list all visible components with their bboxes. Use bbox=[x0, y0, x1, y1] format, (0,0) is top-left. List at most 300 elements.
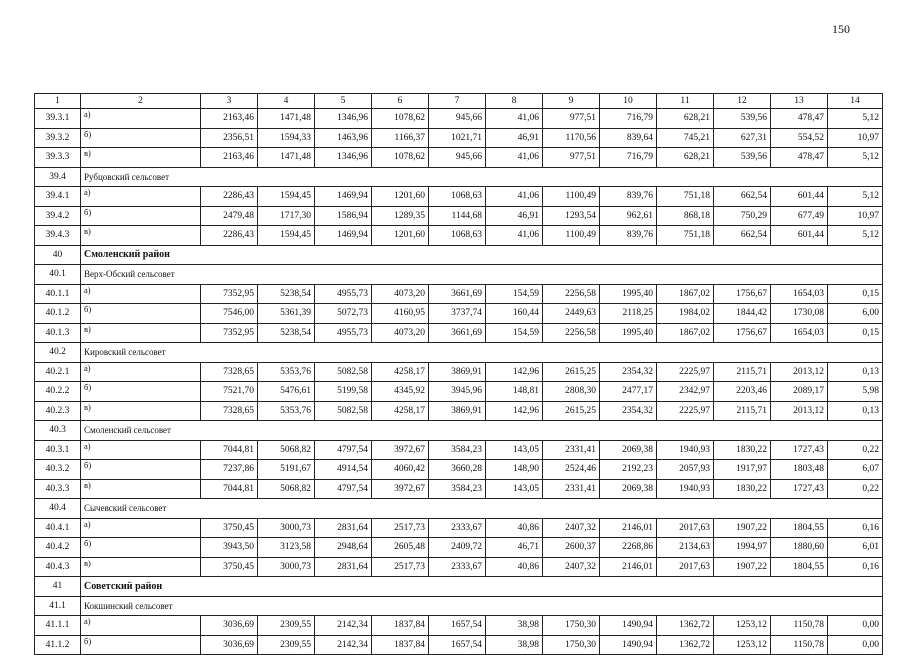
value-cell: 945,66 bbox=[429, 109, 486, 129]
value-cell: 0,13 bbox=[828, 401, 883, 421]
value-cell: 2146,01 bbox=[600, 518, 657, 538]
value-cell: 0,22 bbox=[828, 479, 883, 499]
row-code: 40.2 bbox=[35, 343, 81, 363]
value-cell: 3123,58 bbox=[258, 538, 315, 558]
value-cell: 2354,32 bbox=[600, 401, 657, 421]
value-cell: 1727,43 bbox=[771, 440, 828, 460]
value-cell: 1201,60 bbox=[372, 187, 429, 207]
value-cell: 1201,60 bbox=[372, 226, 429, 246]
value-cell: 5191,67 bbox=[258, 460, 315, 480]
value-cell: 4955,73 bbox=[315, 323, 372, 343]
value-cell: 1586,94 bbox=[315, 206, 372, 226]
settlement-heading-row bbox=[35, 167, 883, 187]
value-cell: 3737,74 bbox=[429, 304, 486, 324]
value-cell: 2831,64 bbox=[315, 518, 372, 538]
value-cell: 1078,62 bbox=[372, 148, 429, 168]
row-code: 39.3.2 bbox=[35, 128, 81, 148]
settlement-name: Рубцовский сельсовет bbox=[81, 167, 883, 187]
column-header: 3 bbox=[201, 94, 258, 109]
value-cell: 5082,58 bbox=[315, 401, 372, 421]
value-cell: 2013,12 bbox=[771, 401, 828, 421]
value-cell: 5068,82 bbox=[258, 479, 315, 499]
row-code: 40.4.1 bbox=[35, 518, 81, 538]
column-header: 10 bbox=[600, 94, 657, 109]
value-cell: 7328,65 bbox=[201, 401, 258, 421]
value-cell: 3584,23 bbox=[429, 479, 486, 499]
settlement-name: Кировский сельсовет bbox=[81, 343, 883, 363]
settlement-heading-row bbox=[35, 596, 883, 616]
settlement-name: Сычевский сельсовет bbox=[81, 499, 883, 519]
value-cell: 662,54 bbox=[714, 187, 771, 207]
row-subitem-label: б) bbox=[81, 635, 201, 655]
value-cell: 601,44 bbox=[771, 187, 828, 207]
value-cell: 2831,64 bbox=[315, 557, 372, 577]
value-cell: 5072,73 bbox=[315, 304, 372, 324]
value-cell: 3750,45 bbox=[201, 557, 258, 577]
value-cell: 5353,76 bbox=[258, 362, 315, 382]
value-cell: 601,44 bbox=[771, 226, 828, 246]
value-cell: 2142,34 bbox=[315, 616, 372, 636]
value-cell: 1756,67 bbox=[714, 284, 771, 304]
value-cell: 40,86 bbox=[486, 518, 543, 538]
value-cell: 628,21 bbox=[657, 109, 714, 129]
value-cell: 1490,94 bbox=[600, 616, 657, 636]
value-cell: 2479,48 bbox=[201, 206, 258, 226]
table-row bbox=[35, 226, 883, 246]
value-cell: 868,18 bbox=[657, 206, 714, 226]
table-row bbox=[35, 401, 883, 421]
value-cell: 7521,70 bbox=[201, 382, 258, 402]
value-cell: 2948,64 bbox=[315, 538, 372, 558]
value-cell: 2477,17 bbox=[600, 382, 657, 402]
value-cell: 3000,73 bbox=[258, 557, 315, 577]
value-cell: 0,16 bbox=[828, 518, 883, 538]
value-cell: 2333,67 bbox=[429, 518, 486, 538]
settlement-heading-row bbox=[35, 265, 883, 285]
row-code: 39.3.1 bbox=[35, 109, 81, 129]
value-cell: 1804,55 bbox=[771, 518, 828, 538]
value-cell: 1867,02 bbox=[657, 284, 714, 304]
value-cell: 1995,40 bbox=[600, 284, 657, 304]
row-code: 40.1.3 bbox=[35, 323, 81, 343]
value-cell: 1253,12 bbox=[714, 635, 771, 655]
table-row bbox=[35, 382, 883, 402]
district-name: Смоленский район bbox=[81, 245, 883, 265]
value-cell: 977,51 bbox=[543, 148, 600, 168]
value-cell: 1994,97 bbox=[714, 538, 771, 558]
value-cell: 2069,38 bbox=[600, 440, 657, 460]
row-code: 40.2.3 bbox=[35, 401, 81, 421]
value-cell: 1166,37 bbox=[372, 128, 429, 148]
value-cell: 2517,73 bbox=[372, 557, 429, 577]
value-cell: 1150,78 bbox=[771, 616, 828, 636]
value-cell: 5238,54 bbox=[258, 323, 315, 343]
value-cell: 1880,60 bbox=[771, 538, 828, 558]
row-subitem-label: б) bbox=[81, 304, 201, 324]
column-header: 14 bbox=[828, 94, 883, 109]
column-header: 12 bbox=[714, 94, 771, 109]
value-cell: 1490,94 bbox=[600, 635, 657, 655]
table-row bbox=[35, 206, 883, 226]
row-subitem-label: а) bbox=[81, 362, 201, 382]
value-cell: 3660,28 bbox=[429, 460, 486, 480]
value-cell: 1100,49 bbox=[543, 226, 600, 246]
district-heading-row bbox=[35, 577, 883, 597]
value-cell: 4073,20 bbox=[372, 284, 429, 304]
value-cell: 478,47 bbox=[771, 148, 828, 168]
settlement-name: Кокшинский сельсовет bbox=[81, 596, 883, 616]
value-cell: 6,07 bbox=[828, 460, 883, 480]
value-cell: 2333,67 bbox=[429, 557, 486, 577]
value-cell: 5,12 bbox=[828, 148, 883, 168]
table-row bbox=[35, 148, 883, 168]
table-row bbox=[35, 518, 883, 538]
value-cell: 1867,02 bbox=[657, 323, 714, 343]
value-cell: 1594,33 bbox=[258, 128, 315, 148]
value-cell: 3661,69 bbox=[429, 284, 486, 304]
value-cell: 2057,93 bbox=[657, 460, 714, 480]
value-cell: 4955,73 bbox=[315, 284, 372, 304]
settlement-name: Верх-Обский сельсовет bbox=[81, 265, 883, 285]
value-cell: 2192,23 bbox=[600, 460, 657, 480]
value-cell: 1756,67 bbox=[714, 323, 771, 343]
value-cell: 677,49 bbox=[771, 206, 828, 226]
column-header: 4 bbox=[258, 94, 315, 109]
value-cell: 2808,30 bbox=[543, 382, 600, 402]
value-cell: 4797,54 bbox=[315, 440, 372, 460]
row-code: 40.2.2 bbox=[35, 382, 81, 402]
value-cell: 839,64 bbox=[600, 128, 657, 148]
settlement-heading-row bbox=[35, 421, 883, 441]
value-cell: 2524,46 bbox=[543, 460, 600, 480]
row-code: 39.4.3 bbox=[35, 226, 81, 246]
row-code: 39.4.1 bbox=[35, 187, 81, 207]
value-cell: 154,59 bbox=[486, 284, 543, 304]
value-cell: 1469,94 bbox=[315, 187, 372, 207]
value-cell: 2225,97 bbox=[657, 362, 714, 382]
district-heading-row bbox=[35, 245, 883, 265]
column-header: 7 bbox=[429, 94, 486, 109]
row-subitem-label: в) bbox=[81, 323, 201, 343]
value-cell: 2017,63 bbox=[657, 518, 714, 538]
row-subitem-label: а) bbox=[81, 518, 201, 538]
value-cell: 1917,97 bbox=[714, 460, 771, 480]
value-cell: 38,98 bbox=[486, 616, 543, 636]
value-cell: 1346,96 bbox=[315, 148, 372, 168]
table-row bbox=[35, 479, 883, 499]
row-subitem-label: в) bbox=[81, 479, 201, 499]
value-cell: 1346,96 bbox=[315, 109, 372, 129]
row-code: 40 bbox=[35, 245, 81, 265]
value-cell: 751,18 bbox=[657, 226, 714, 246]
value-cell: 2286,43 bbox=[201, 187, 258, 207]
value-cell: 5,12 bbox=[828, 187, 883, 207]
value-cell: 7237,86 bbox=[201, 460, 258, 480]
column-header: 8 bbox=[486, 94, 543, 109]
value-cell: 142,96 bbox=[486, 362, 543, 382]
value-cell: 2342,97 bbox=[657, 382, 714, 402]
value-cell: 154,59 bbox=[486, 323, 543, 343]
value-cell: 143,05 bbox=[486, 479, 543, 499]
value-cell: 7328,65 bbox=[201, 362, 258, 382]
table-row bbox=[35, 109, 883, 129]
value-cell: 1803,48 bbox=[771, 460, 828, 480]
value-cell: 5,98 bbox=[828, 382, 883, 402]
value-cell: 2331,41 bbox=[543, 479, 600, 499]
page-number: 150 bbox=[832, 22, 850, 36]
settlement-name: Смоленский сельсовет bbox=[81, 421, 883, 441]
value-cell: 148,90 bbox=[486, 460, 543, 480]
value-cell: 2142,34 bbox=[315, 635, 372, 655]
row-subitem-label: б) bbox=[81, 206, 201, 226]
row-code: 39.4 bbox=[35, 167, 81, 187]
value-cell: 1068,63 bbox=[429, 187, 486, 207]
value-cell: 3945,96 bbox=[429, 382, 486, 402]
value-cell: 1750,30 bbox=[543, 616, 600, 636]
value-cell: 1463,96 bbox=[315, 128, 372, 148]
value-cell: 5,12 bbox=[828, 109, 883, 129]
row-code: 40.1.2 bbox=[35, 304, 81, 324]
value-cell: 1907,22 bbox=[714, 557, 771, 577]
value-cell: 143,05 bbox=[486, 440, 543, 460]
value-cell: 40,86 bbox=[486, 557, 543, 577]
value-cell: 2331,41 bbox=[543, 440, 600, 460]
value-cell: 1471,48 bbox=[258, 148, 315, 168]
value-cell: 5,12 bbox=[828, 226, 883, 246]
value-cell: 1293,54 bbox=[543, 206, 600, 226]
row-code: 41.1 bbox=[35, 596, 81, 616]
value-cell: 2286,43 bbox=[201, 226, 258, 246]
value-cell: 4258,17 bbox=[372, 401, 429, 421]
value-cell: 1750,30 bbox=[543, 635, 600, 655]
row-subitem-label: в) bbox=[81, 401, 201, 421]
column-header: 13 bbox=[771, 94, 828, 109]
value-cell: 3000,73 bbox=[258, 518, 315, 538]
table-row bbox=[35, 128, 883, 148]
row-code: 40.4 bbox=[35, 499, 81, 519]
value-cell: 4797,54 bbox=[315, 479, 372, 499]
value-cell: 750,29 bbox=[714, 206, 771, 226]
row-code: 41.1.1 bbox=[35, 616, 81, 636]
value-cell: 627,31 bbox=[714, 128, 771, 148]
value-cell: 4258,17 bbox=[372, 362, 429, 382]
value-cell: 1657,54 bbox=[429, 635, 486, 655]
district-name: Советский район bbox=[81, 577, 883, 597]
value-cell: 1469,94 bbox=[315, 226, 372, 246]
value-cell: 1837,84 bbox=[372, 635, 429, 655]
row-subitem-label: а) bbox=[81, 440, 201, 460]
column-number-header-row bbox=[35, 94, 883, 109]
value-cell: 1940,93 bbox=[657, 479, 714, 499]
value-cell: 1362,72 bbox=[657, 616, 714, 636]
value-cell: 2256,58 bbox=[543, 284, 600, 304]
value-cell: 1837,84 bbox=[372, 616, 429, 636]
value-cell: 962,61 bbox=[600, 206, 657, 226]
value-cell: 3869,91 bbox=[429, 401, 486, 421]
table-row bbox=[35, 538, 883, 558]
value-cell: 0,16 bbox=[828, 557, 883, 577]
value-cell: 2407,32 bbox=[543, 557, 600, 577]
table-row bbox=[35, 362, 883, 382]
value-cell: 5238,54 bbox=[258, 284, 315, 304]
value-cell: 478,47 bbox=[771, 109, 828, 129]
row-subitem-label: а) bbox=[81, 284, 201, 304]
value-cell: 7352,95 bbox=[201, 323, 258, 343]
value-cell: 539,56 bbox=[714, 148, 771, 168]
value-cell: 41,06 bbox=[486, 148, 543, 168]
value-cell: 2517,73 bbox=[372, 518, 429, 538]
row-subitem-label: в) bbox=[81, 226, 201, 246]
table-row bbox=[35, 635, 883, 655]
value-cell: 2354,32 bbox=[600, 362, 657, 382]
table-row bbox=[35, 304, 883, 324]
value-cell: 2163,46 bbox=[201, 109, 258, 129]
value-cell: 0,00 bbox=[828, 635, 883, 655]
value-cell: 5353,76 bbox=[258, 401, 315, 421]
value-cell: 1253,12 bbox=[714, 616, 771, 636]
value-cell: 10,97 bbox=[828, 206, 883, 226]
value-cell: 142,96 bbox=[486, 401, 543, 421]
value-cell: 1078,62 bbox=[372, 109, 429, 129]
value-cell: 5199,58 bbox=[315, 382, 372, 402]
table-row bbox=[35, 440, 883, 460]
value-cell: 2013,12 bbox=[771, 362, 828, 382]
value-cell: 2256,58 bbox=[543, 323, 600, 343]
value-cell: 5361,39 bbox=[258, 304, 315, 324]
value-cell: 3869,91 bbox=[429, 362, 486, 382]
table-body bbox=[35, 94, 883, 655]
row-subitem-label: б) bbox=[81, 538, 201, 558]
value-cell: 2163,46 bbox=[201, 148, 258, 168]
value-cell: 2449,63 bbox=[543, 304, 600, 324]
value-cell: 4914,54 bbox=[315, 460, 372, 480]
value-cell: 1170,56 bbox=[543, 128, 600, 148]
value-cell: 1984,02 bbox=[657, 304, 714, 324]
row-code: 40.2.1 bbox=[35, 362, 81, 382]
value-cell: 945,66 bbox=[429, 148, 486, 168]
value-cell: 3036,69 bbox=[201, 616, 258, 636]
value-cell: 4073,20 bbox=[372, 323, 429, 343]
value-cell: 1594,45 bbox=[258, 187, 315, 207]
value-cell: 1654,03 bbox=[771, 323, 828, 343]
table-row bbox=[35, 460, 883, 480]
value-cell: 2115,71 bbox=[714, 401, 771, 421]
value-cell: 46,71 bbox=[486, 538, 543, 558]
value-cell: 2615,25 bbox=[543, 401, 600, 421]
value-cell: 839,76 bbox=[600, 226, 657, 246]
value-cell: 1654,03 bbox=[771, 284, 828, 304]
value-cell: 2134,63 bbox=[657, 538, 714, 558]
value-cell: 0,15 bbox=[828, 284, 883, 304]
column-header: 9 bbox=[543, 94, 600, 109]
value-cell: 1940,93 bbox=[657, 440, 714, 460]
value-cell: 41,06 bbox=[486, 187, 543, 207]
value-cell: 3943,50 bbox=[201, 538, 258, 558]
table-row bbox=[35, 187, 883, 207]
value-cell: 46,91 bbox=[486, 206, 543, 226]
value-cell: 2615,25 bbox=[543, 362, 600, 382]
row-code: 40.1 bbox=[35, 265, 81, 285]
value-cell: 38,98 bbox=[486, 635, 543, 655]
value-cell: 2309,55 bbox=[258, 616, 315, 636]
value-cell: 1804,55 bbox=[771, 557, 828, 577]
value-cell: 1150,78 bbox=[771, 635, 828, 655]
row-subitem-label: а) bbox=[81, 616, 201, 636]
value-cell: 6,00 bbox=[828, 304, 883, 324]
row-code: 40.3.1 bbox=[35, 440, 81, 460]
value-cell: 1021,71 bbox=[429, 128, 486, 148]
value-cell: 2407,32 bbox=[543, 518, 600, 538]
value-cell: 1830,22 bbox=[714, 479, 771, 499]
value-cell: 1068,63 bbox=[429, 226, 486, 246]
value-cell: 716,79 bbox=[600, 148, 657, 168]
value-cell: 2203,46 bbox=[714, 382, 771, 402]
value-cell: 2118,25 bbox=[600, 304, 657, 324]
table-row bbox=[35, 323, 883, 343]
value-cell: 0,13 bbox=[828, 362, 883, 382]
value-cell: 7546,00 bbox=[201, 304, 258, 324]
value-cell: 745,21 bbox=[657, 128, 714, 148]
column-header: 11 bbox=[657, 94, 714, 109]
settlement-heading-row bbox=[35, 343, 883, 363]
value-cell: 716,79 bbox=[600, 109, 657, 129]
value-cell: 2605,48 bbox=[372, 538, 429, 558]
row-subitem-label: в) bbox=[81, 148, 201, 168]
value-cell: 10,97 bbox=[828, 128, 883, 148]
row-subitem-label: а) bbox=[81, 187, 201, 207]
value-cell: 2225,97 bbox=[657, 401, 714, 421]
value-cell: 662,54 bbox=[714, 226, 771, 246]
value-cell: 1471,48 bbox=[258, 109, 315, 129]
column-header: 1 bbox=[35, 94, 81, 109]
value-cell: 148,81 bbox=[486, 382, 543, 402]
value-cell: 3036,69 bbox=[201, 635, 258, 655]
value-cell: 2600,37 bbox=[543, 538, 600, 558]
value-cell: 7352,95 bbox=[201, 284, 258, 304]
value-cell: 0,00 bbox=[828, 616, 883, 636]
row-code: 41.1.2 bbox=[35, 635, 81, 655]
value-cell: 1144,68 bbox=[429, 206, 486, 226]
value-cell: 3661,69 bbox=[429, 323, 486, 343]
row-code: 40.4.2 bbox=[35, 538, 81, 558]
value-cell: 5082,58 bbox=[315, 362, 372, 382]
value-cell: 2017,63 bbox=[657, 557, 714, 577]
column-header: 2 bbox=[81, 94, 201, 109]
tariff-table bbox=[34, 93, 883, 655]
value-cell: 1727,43 bbox=[771, 479, 828, 499]
row-subitem-label: а) bbox=[81, 109, 201, 129]
row-code: 41 bbox=[35, 577, 81, 597]
value-cell: 2309,55 bbox=[258, 635, 315, 655]
row-code: 40.1.1 bbox=[35, 284, 81, 304]
row-code: 40.3.3 bbox=[35, 479, 81, 499]
value-cell: 46,91 bbox=[486, 128, 543, 148]
value-cell: 628,21 bbox=[657, 148, 714, 168]
value-cell: 3584,23 bbox=[429, 440, 486, 460]
value-cell: 1844,42 bbox=[714, 304, 771, 324]
value-cell: 2146,01 bbox=[600, 557, 657, 577]
row-code: 40.3.2 bbox=[35, 460, 81, 480]
value-cell: 2069,38 bbox=[600, 479, 657, 499]
column-header: 6 bbox=[372, 94, 429, 109]
row-code: 40.3 bbox=[35, 421, 81, 441]
value-cell: 5068,82 bbox=[258, 440, 315, 460]
value-cell: 1830,22 bbox=[714, 440, 771, 460]
value-cell: 3750,45 bbox=[201, 518, 258, 538]
row-code: 40.4.3 bbox=[35, 557, 81, 577]
value-cell: 7044,81 bbox=[201, 479, 258, 499]
value-cell: 4345,92 bbox=[372, 382, 429, 402]
